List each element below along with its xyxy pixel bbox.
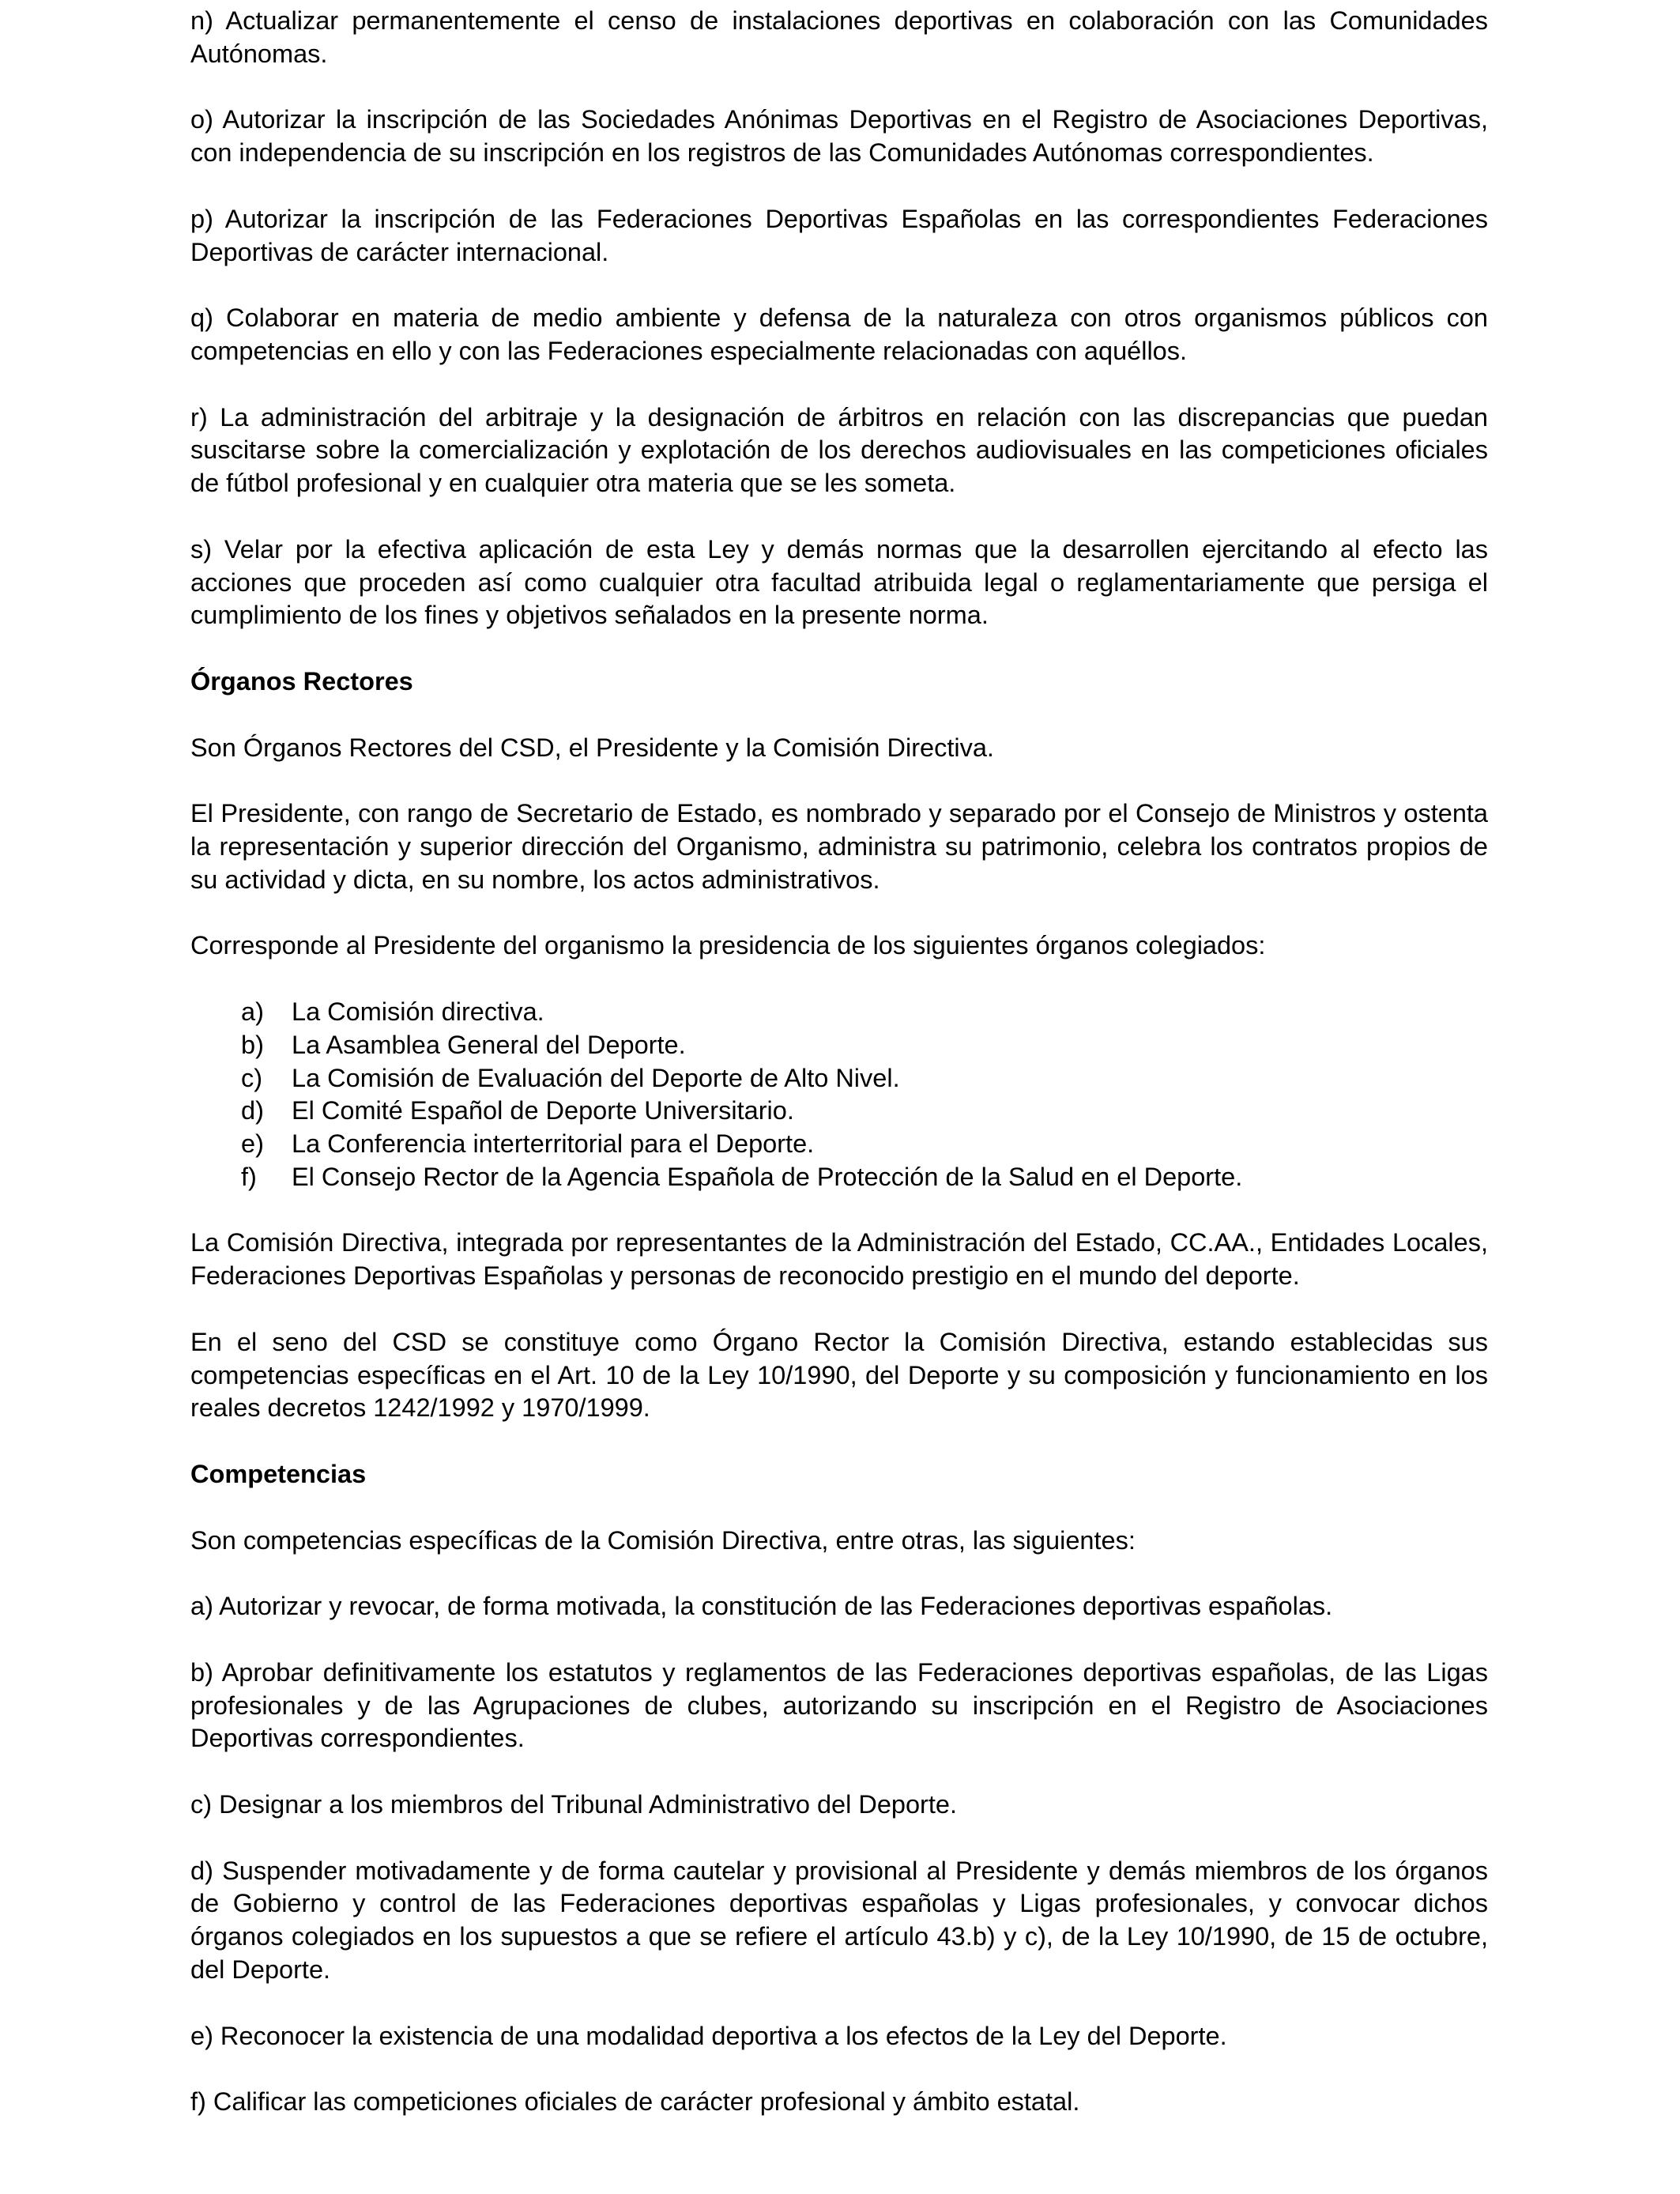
presidencia-paragraph: Corresponde al Presidente del organismo la presidencia de los siguientes órganos colegiados: <box>190 931 1266 960</box>
presidente-paragraph: El Presidente, con rango de Secretario de Estado, es nombrado y separado por el Consejo de Ministros y ostenta la representación y superior dirección del Organismo, administra su patrimonio, celebra los contratos propios de su actividad y dicta, en su nombre, los actos administrativos. <box>190 799 1488 894</box>
organo-rector-paragraph: En el seno del CSD se constituye como Órgano Rector la Comisión Directiva, estando establecidas sus competencias específicas en el Art. 10 de la Ley 10/1990, del Deporte y su composición y funcionamiento en los reales decretos 1242/1992 y 1970/1999. <box>190 1327 1488 1423</box>
list-marker: e) <box>241 1129 264 1159</box>
item-r: r) La administración del arbitraje y la designación de árbitros en relación con las discrepancias que puedan suscitarse sobre la comercialización y explotación de los derechos audiovisuales en las competiciones oficiales de fútbol profesional y en cualquier otra materia que se les someta. <box>190 402 1488 498</box>
list-item <box>190 1128 1488 1161</box>
item-q: q) Colaborar en materia de medio ambiente y defensa de la naturaleza con otros organismos públicos con competencias en ello y con las Federaciones especialmente relacionadas con aquéllos. <box>190 303 1488 365</box>
list-marker: c) <box>241 1063 263 1092</box>
list-text: La Comisión directiva. <box>292 997 544 1026</box>
comision-directiva-paragraph: La Comisión Directiva, integrada por representantes de la Administración del Estado, CC.AA., Entidades Locales, Federaciones Deportivas Españolas y personas de reconocido prestigio en el mundo del deporte. <box>190 1228 1488 1291</box>
list-marker: b) <box>241 1030 264 1059</box>
list-text: La Asamblea General del Deporte. <box>292 1030 686 1059</box>
competencia-d: d) Suspender motivadamente y de forma cautelar y provisional al Presidente y demás miembros de los órganos de Gobierno y control de las Federaciones deportivas españolas y Ligas profesionales, y convocar dichos órganos colegiados en los supuestos a que se refiere el artículo 43.b) y c), de la Ley 10/1990, de 15 de octubre, del Deporte. <box>190 1856 1488 1985</box>
list-marker: a) <box>241 997 264 1026</box>
competencia-b: b) Aprobar definitivamente los estatutos y reglamentos de las Federaciones deportivas españolas, de las Ligas profesionales y de las Agrupaciones de clubes, autorizando su inscripción en el Registro de Asociaciones Deportivas correspondientes. <box>190 1657 1488 1753</box>
competencia-e: e) Reconocer la existencia de una modalidad deportiva a los efectos de la Ley del Deporte. <box>190 2021 1227 2050</box>
list-marker: f) <box>241 1162 257 1191</box>
list-text: El Comité Español de Deporte Universitario. <box>292 1096 794 1125</box>
list-item <box>190 1095 1488 1128</box>
competencia-c: c) Designar a los miembros del Tribunal Administrativo del Deporte. <box>190 1790 958 1819</box>
item-p: p) Autorizar la inscripción de las Federaciones Deportivas Españolas en las correspondientes Federaciones Deportivas de carácter internacional. <box>190 204 1488 266</box>
item-n: n) Actualizar permanentemente el censo de instalaciones deportivas en colaboración con las Comunidades Autónomas. <box>190 6 1488 68</box>
list-text: La Conferencia interterritorial para el Deporte. <box>292 1129 815 1159</box>
competencia-f: f) Calificar las competiciones oficiales de carácter profesional y ámbito estatal. <box>190 2087 1080 2117</box>
organos-colegiados-list <box>190 996 1488 1194</box>
document-page <box>190 5 1488 2152</box>
organos-paragraph: Son Órganos Rectores del CSD, el Presidente y la Comisión Directiva. <box>190 733 994 762</box>
item-s: s) Velar por la efectiva aplicación de esta Ley y demás normas que la desarrollen ejercitando al efecto las acciones que proceden así como cualquier otra facultad atribuida legal o reglamentariamente que persiga el cumplimiento de los fines y objetivos señalados en la presente norma. <box>190 534 1488 630</box>
list-item <box>190 1029 1488 1062</box>
competencias-intro: Son competencias específicas de la Comisión Directiva, entre otras, las siguientes: <box>190 1525 1136 1555</box>
list-item <box>190 1161 1488 1194</box>
list-text: El Consejo Rector de la Agencia Española de Protección de la Salud en el Deporte. <box>292 1162 1243 1191</box>
competencia-a: a) Autorizar y revocar, de forma motivada, la constitución de las Federaciones deportivas españolas. <box>190 1592 1333 1621</box>
item-o: o) Autorizar la inscripción de las Sociedades Anónimas Deportivas en el Registro de Asociaciones Deportivas, con independencia de su inscripción en los registros de las Comunidades Autónomas correspondientes. <box>190 105 1488 168</box>
organos-heading: Órganos Rectores <box>190 666 413 696</box>
list-item <box>190 996 1488 1029</box>
competencias-heading: Competencias <box>190 1460 367 1489</box>
list-item <box>190 1062 1488 1095</box>
list-text: La Comisión de Evaluación del Deporte de Alto Nivel. <box>292 1063 900 1092</box>
list-marker: d) <box>241 1096 264 1125</box>
